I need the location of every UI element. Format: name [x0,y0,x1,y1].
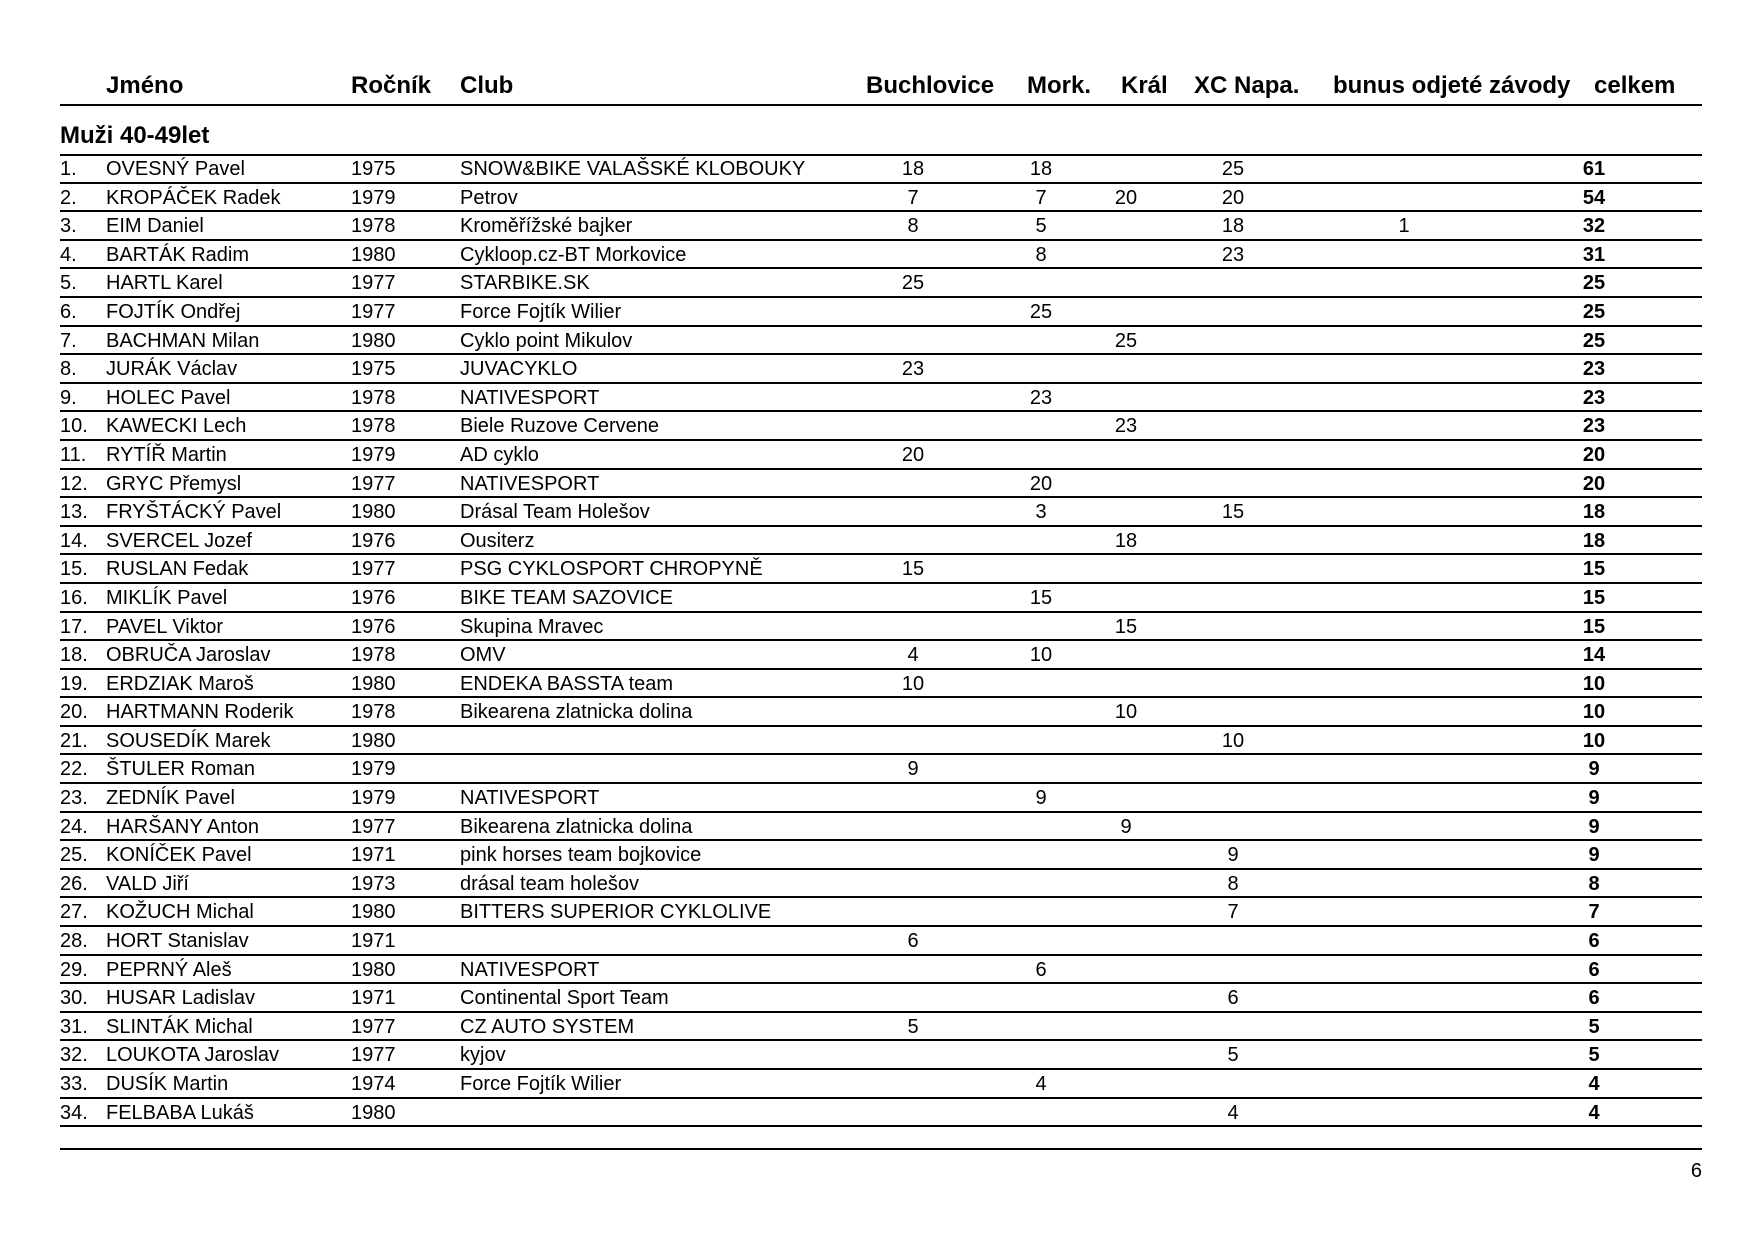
table-row [60,927,1702,956]
row-total-points: 9 [1588,815,1600,838]
row-club: Kroměřížské bajker [460,215,633,238]
row-name: ŠTULER Roman [106,758,255,781]
row-buchlovice-points: 23 [901,358,925,381]
row-name: DUSÍK Martin [106,1073,229,1095]
row-club: kyjov [460,1044,506,1067]
row-kral-points: 10 [1114,701,1138,724]
header-total: celkem [1594,72,1676,99]
table-row [60,355,1702,384]
row-name: JURÁK Václav [106,358,238,381]
row-mork-points: 9 [1035,787,1047,810]
row-name: HUSAR Ladislav [106,987,255,1010]
table-row [60,870,1702,899]
row-bonus-points: 1 [1398,215,1410,238]
row-xc-napa-points: 15 [1221,501,1245,524]
table-row [60,898,1702,927]
row-club: CZ AUTO SYSTEM [460,1015,635,1038]
row-name: KOŽUCH Michal [106,901,254,924]
row-name: BARTÁK Radim [106,243,250,266]
row-year: 1979 [351,443,396,466]
row-total-points: 7 [1588,901,1600,924]
row-buchlovice-points: 25 [901,272,925,295]
table-row [60,498,1702,527]
row-rank: 33. [60,1073,88,1095]
row-year: 1980 [351,501,396,524]
row-rank: 34. [60,1101,88,1124]
row-year: 1971 [351,987,396,1010]
row-rank: 1. [60,158,77,180]
row-club: Force Fojtík Wilier [460,300,622,323]
row-year: 1976 [351,586,396,609]
row-buchlovice-points: 5 [907,1015,919,1038]
row-year: 1980 [351,1101,396,1124]
row-club: STARBIKE.SK [460,272,590,295]
row-year: 1980 [351,243,396,266]
row-mork-points: 8 [1035,243,1047,266]
row-buchlovice-points: 18 [901,158,925,180]
table-row [60,584,1702,613]
row-xc-napa-points: 7 [1227,901,1239,924]
header-xc-napa: XC Napa. [1194,72,1300,99]
row-name: GRYC Přemysl [106,472,242,495]
row-name: LOUKOTA Jaroslav [106,1044,280,1067]
row-name: EIM Daniel [106,215,204,238]
row-rank: 19. [60,672,88,695]
row-total-points: 18 [1582,501,1606,524]
row-name: FRYŠTÁCKÝ Pavel [106,501,282,524]
row-mork-points: 3 [1035,501,1047,524]
row-year: 1978 [351,701,396,724]
row-rank: 31. [60,1015,88,1038]
row-xc-napa-points: 23 [1221,243,1245,266]
row-club: BITTERS SUPERIOR CYKLOLIVE [460,901,772,924]
footer-divider [60,1148,1702,1150]
row-rank: 30. [60,987,88,1010]
row-year: 1971 [351,930,396,953]
page-number: 6 [1690,1160,1702,1182]
row-name: HARTMANN Roderik [106,701,294,724]
row-total-points: 10 [1582,701,1606,724]
table-row [60,241,1702,270]
row-year: 1975 [351,158,396,180]
table-row [60,841,1702,870]
row-year: 1974 [351,1073,396,1095]
table-row [60,984,1702,1013]
row-mork-points: 23 [1029,386,1053,409]
row-total-points: 10 [1582,672,1606,695]
row-total-points: 5 [1588,1015,1600,1038]
row-club: drásal team holešov [460,872,639,895]
row-name: BACHMAN Milan [106,329,260,352]
table-row [60,813,1702,842]
row-year: 1978 [351,386,396,409]
row-xc-napa-points: 10 [1221,729,1245,752]
header-name: Jméno [106,72,184,99]
row-kral-points: 25 [1114,329,1138,352]
row-club: Drásal Team Holešov [460,501,650,524]
row-rank: 28. [60,930,88,953]
row-total-points: 9 [1588,758,1600,781]
row-total-points: 15 [1582,586,1606,609]
row-year: 1980 [351,958,396,981]
table-row [60,727,1702,756]
row-rank: 6. [60,300,77,323]
row-name: ZEDNÍK Pavel [106,787,235,810]
row-rank: 21. [60,729,88,752]
row-year: 1978 [351,415,396,438]
row-year: 1976 [351,615,396,638]
header-kral: Král [1121,72,1168,99]
row-rank: 10. [60,415,88,438]
row-name: RYTÍŘ Martin [106,443,227,466]
row-name: KROPÁČEK Radek [106,186,281,209]
row-name: OVESNÝ Pavel [106,158,245,180]
row-year: 1977 [351,815,396,838]
row-name: FELBABA Lukáš [106,1101,254,1124]
row-year: 1977 [351,558,396,581]
results-table-body [60,155,1702,1127]
row-year: 1973 [351,872,396,895]
table-row [60,1099,1702,1128]
row-name: RUSLAN Fedak [106,558,249,581]
row-buchlovice-points: 9 [907,758,919,781]
table-row [60,212,1702,241]
row-name: KAWECKI Lech [106,415,247,438]
table-row [60,670,1702,699]
header-year: Ročník [351,72,432,99]
row-rank: 32. [60,1044,88,1067]
row-rank: 9. [60,386,77,409]
row-mork-points: 25 [1029,300,1053,323]
row-club: Skupina Mravec [460,615,604,638]
row-xc-napa-points: 9 [1227,844,1239,867]
row-club: Cyklo point Mikulov [460,329,633,352]
row-rank: 23. [60,787,88,810]
row-mork-points: 7 [1035,186,1047,209]
row-name: PAVEL Viktor [106,615,224,638]
row-total-points: 15 [1582,615,1606,638]
row-buchlovice-points: 10 [901,672,925,695]
row-year: 1977 [351,272,396,295]
row-club: NATIVESPORT [460,472,600,495]
row-mork-points: 10 [1029,644,1053,667]
category-heading [60,120,1702,156]
row-name: KONÍČEK Pavel [106,844,252,867]
table-row [60,155,1702,184]
row-club: Ousiterz [460,529,535,552]
header-bonus: bunus odjeté závody [1333,72,1571,99]
row-club: Bikearena zlatnicka dolina [460,815,693,838]
row-name: HORT Stanislav [106,930,249,953]
category-title: Muži 40-49let [60,122,210,149]
row-rank: 22. [60,758,88,781]
row-club: BIKE TEAM SAZOVICE [460,586,674,609]
row-total-points: 20 [1582,472,1606,495]
row-xc-napa-points: 18 [1221,215,1245,238]
row-total-points: 6 [1588,958,1600,981]
table-row [60,755,1702,784]
row-total-points: 8 [1588,872,1600,895]
table-row [60,412,1702,441]
row-total-points: 25 [1582,329,1606,352]
row-rank: 29. [60,958,88,981]
row-total-points: 4 [1588,1073,1600,1095]
row-name: HARŠANY Anton [106,815,260,838]
row-buchlovice-points: 4 [907,644,919,667]
row-club: ENDEKA BASSTA team [460,672,674,695]
row-rank: 25. [60,844,88,867]
row-total-points: 4 [1588,1101,1600,1124]
row-kral-points: 18 [1114,529,1138,552]
table-row [60,613,1702,642]
row-mork-points: 4 [1035,1073,1047,1095]
table-row [60,698,1702,727]
table-row [60,327,1702,356]
table-row [60,269,1702,298]
row-name: OBRUČA Jaroslav [106,644,271,667]
row-year: 1980 [351,729,396,752]
row-total-points: 14 [1582,644,1606,667]
row-year: 1975 [351,358,396,381]
row-rank: 7. [60,329,77,352]
row-year: 1980 [351,672,396,695]
row-club: Cykloop.cz-BT Morkovice [460,243,687,266]
row-year: 1971 [351,844,396,867]
row-mork-points: 6 [1035,958,1047,981]
row-rank: 17. [60,615,88,638]
row-rank: 2. [60,186,77,209]
row-name: SLINTÁK Michal [106,1015,253,1038]
row-xc-napa-points: 8 [1227,872,1239,895]
row-kral-points: 15 [1114,615,1138,638]
row-rank: 14. [60,529,88,552]
row-mork-points: 5 [1035,215,1047,238]
row-rank: 3. [60,215,77,238]
row-xc-napa-points: 6 [1227,987,1239,1010]
row-total-points: 23 [1582,386,1606,409]
header-buchlovice: Buchlovice [866,72,995,99]
row-rank: 8. [60,358,77,381]
row-total-points: 32 [1582,215,1606,238]
row-club: Force Fojtík Wilier [460,1073,622,1095]
table-row [60,527,1702,556]
row-name: SOUSEDÍK Marek [106,729,271,752]
row-total-points: 31 [1582,243,1606,266]
table-row [60,1013,1702,1042]
header-mork: Mork. [1027,72,1092,99]
row-club: NATIVESPORT [460,958,600,981]
row-year: 1980 [351,901,396,924]
table-row [60,641,1702,670]
row-total-points: 25 [1582,272,1606,295]
row-year: 1976 [351,529,396,552]
row-mork-points: 15 [1029,586,1053,609]
row-club: Petrov [460,186,518,209]
table-row [60,384,1702,413]
row-club: JUVACYKLO [460,358,578,381]
row-name: SVERCEL Jozef [106,529,252,552]
row-rank: 4. [60,243,77,266]
row-name: VALD Jiří [106,872,189,895]
row-xc-napa-points: 25 [1221,158,1245,180]
row-year: 1978 [351,644,396,667]
row-club: pink horses team bojkovice [460,844,702,867]
row-rank: 16. [60,586,88,609]
row-total-points: 18 [1582,529,1606,552]
row-name: HOLEC Pavel [106,386,231,409]
row-mork-points: 18 [1029,158,1053,180]
row-total-points: 9 [1588,844,1600,867]
row-rank: 24. [60,815,88,838]
row-year: 1980 [351,329,396,352]
row-rank: 12. [60,472,88,495]
row-year: 1977 [351,300,396,323]
row-year: 1979 [351,186,396,209]
row-club: Biele Ruzove Cervene [460,415,659,438]
row-year: 1979 [351,787,396,810]
row-total-points: 15 [1582,558,1606,581]
row-year: 1978 [351,215,396,238]
row-rank: 11. [60,443,87,466]
row-rank: 5. [60,272,77,295]
row-total-points: 5 [1588,1044,1600,1067]
row-kral-points: 20 [1114,186,1138,209]
table-header [60,64,1702,106]
row-total-points: 10 [1582,729,1606,752]
row-rank: 15. [60,558,88,581]
row-club: Continental Sport Team [460,987,669,1010]
row-rank: 20. [60,701,88,724]
row-buchlovice-points: 8 [907,215,919,238]
row-rank: 27. [60,901,88,924]
row-total-points: 61 [1582,158,1606,180]
row-buchlovice-points: 6 [907,930,919,953]
table-row [60,1041,1702,1070]
table-row [60,441,1702,470]
table-row [60,1070,1702,1099]
table-row [60,784,1702,813]
table-row [60,470,1702,499]
row-name: MIKLÍK Pavel [106,586,228,609]
row-club: Bikearena zlatnicka dolina [460,701,693,724]
row-rank: 26. [60,872,88,895]
row-year: 1979 [351,758,396,781]
row-year: 1977 [351,472,396,495]
row-xc-napa-points: 5 [1227,1044,1239,1067]
row-club: AD cyklo [460,443,539,466]
table-row [60,956,1702,985]
row-buchlovice-points: 20 [901,443,925,466]
row-buchlovice-points: 15 [901,558,925,581]
table-row [60,555,1702,584]
row-club: NATIVESPORT [460,787,600,810]
row-total-points: 6 [1588,987,1600,1010]
row-name: ERDZIAK Maroš [106,672,254,695]
row-mork-points: 20 [1029,472,1053,495]
row-club: PSG CYKLOSPORT CHROPYNĚ [460,558,763,581]
row-kral-points: 9 [1120,815,1132,838]
row-total-points: 54 [1582,186,1606,209]
row-club: SNOW&BIKE VALAŠSKÉ KLOBOUKY [460,158,806,180]
row-year: 1977 [351,1044,396,1067]
row-total-points: 23 [1582,415,1606,438]
row-name: FOJTÍK Ondřej [106,300,241,323]
row-name: HARTL Karel [106,272,223,295]
row-buchlovice-points: 7 [907,186,919,209]
row-total-points: 9 [1588,787,1600,810]
row-name: PEPRNÝ Aleš [106,958,232,981]
row-total-points: 25 [1582,300,1606,323]
header-club: Club [460,72,514,99]
row-rank: 13. [60,501,88,524]
row-kral-points: 23 [1114,415,1138,438]
row-xc-napa-points: 20 [1221,186,1245,209]
row-total-points: 6 [1588,930,1600,953]
row-total-points: 20 [1582,443,1606,466]
row-rank: 18. [60,644,88,667]
table-row [60,184,1702,213]
row-club: NATIVESPORT [460,386,600,409]
row-year: 1977 [351,1015,396,1038]
row-total-points: 23 [1582,358,1606,381]
row-xc-napa-points: 4 [1227,1101,1239,1124]
row-club: OMV [460,644,506,667]
table-row [60,298,1702,327]
